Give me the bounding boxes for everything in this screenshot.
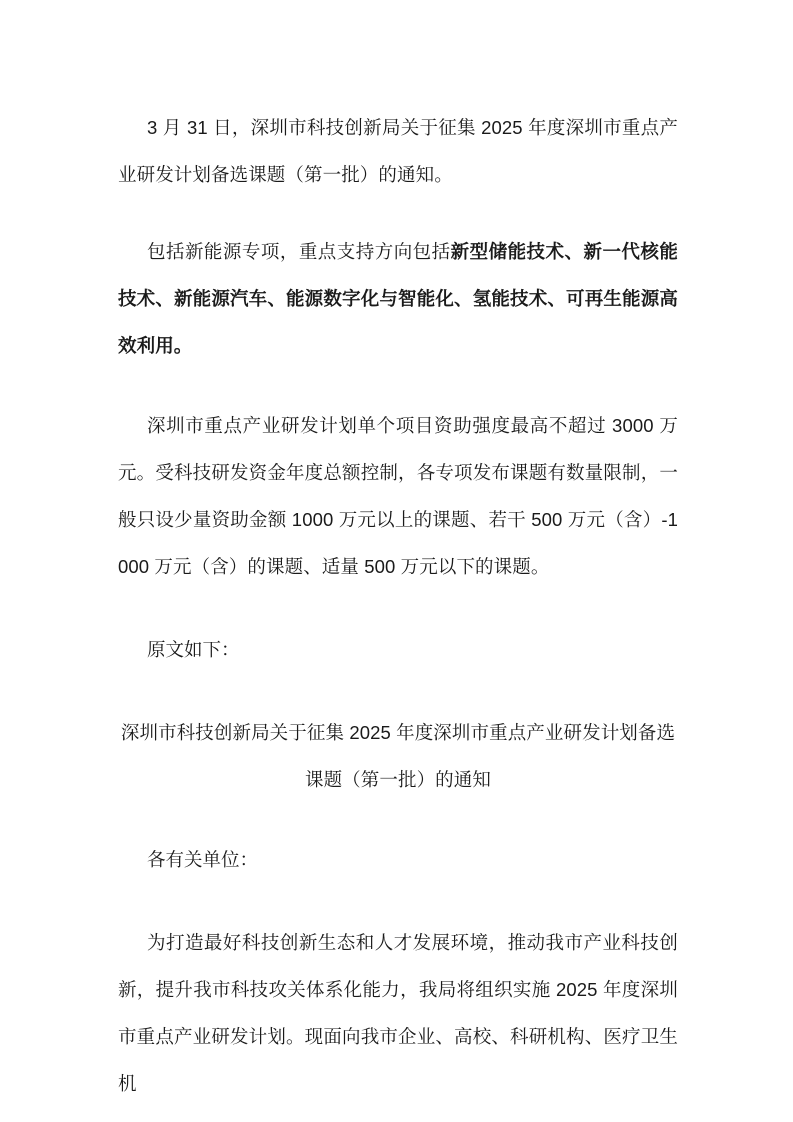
scope-bold-run: 新型储能技术、新一代核能技术、新能源汽车、能源数字化与智能化、氢能技术、可再生能源高效利用。	[118, 241, 678, 356]
document-content-column	[118, 104, 678, 1107]
lead-in-text: 原文如下：	[147, 639, 240, 660]
paragraph-summary-date: 3 月 31 日，深圳市科技创新局关于征集 2025 年度深圳市重点产业研发计划备选课题（第一批）的通知。	[118, 117, 678, 185]
paragraph-summary-funding: 深圳市重点产业研发计划单个项目资助强度最高不超过 3000 万元。受科技研发资金年度总额控制，各专项发布课题有数量限制，一般只设少量资助金额 1000 万元以上的课题、若干 500 万元（含）-1000 万元（含）的课题、适量 500 万元以下的课题。	[118, 415, 678, 577]
paragraph-summary-scope	[118, 228, 678, 369]
paragraph-body-opening: 为打造最好科技创新生态和人才发展环境，推动我市产业科技创新，提升我市科技攻关体系化能力，我局将组织实施 2025 年度深圳市重点产业研发计划。现面向我市企业、高校、科研机构、医疗卫生机	[118, 932, 678, 1094]
salutation-text: 各有关单位：	[147, 849, 259, 870]
official-notice-title: 深圳市科技创新局关于征集 2025 年度深圳市重点产业研发计划备选课题（第一批）的通知	[120, 722, 676, 790]
scope-regular-run: 包括新能源专项，重点支持方向包括	[147, 241, 451, 262]
